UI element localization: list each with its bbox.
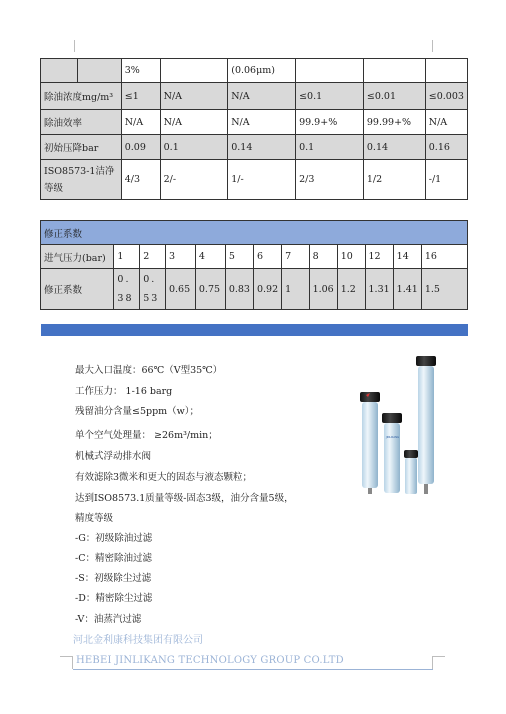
pressure-cell: 6 [253, 245, 281, 269]
correction-title: 修正系数 [41, 221, 468, 245]
company-name-en: HEBEI JINLIKANG TECHNOLOGY GROUP CO.LTD [76, 655, 344, 666]
feature-line: -D：精密除尘过滤 [75, 593, 153, 604]
factor-cell: 1 [282, 269, 309, 310]
factor-cell [114, 269, 140, 310]
pressure-cell: 16 [421, 245, 467, 269]
spec-cell: 0.14 [228, 135, 296, 160]
spec-cell: N/A [160, 83, 228, 110]
spec-cell: N/A [228, 83, 296, 110]
spec-cell: N/A [121, 110, 160, 135]
spec-row-label: 初始压降bar [41, 135, 122, 160]
spec-cell: -/1 [425, 160, 467, 200]
pressure-cell: 2 [140, 245, 166, 269]
factor-cell: 1.31 [365, 269, 393, 310]
feature-line: 工作压力： 1-16 barg [75, 386, 173, 397]
spec-cell [160, 59, 228, 83]
footer-underline [73, 669, 433, 670]
section-divider-bar [41, 324, 468, 336]
spec-cell: 1/- [228, 160, 296, 200]
spec-cell: 4/3 [121, 160, 160, 200]
spec-cell: 2/3 [296, 160, 364, 200]
spec-cell: 3% [121, 59, 160, 83]
pressure-cell: 5 [225, 245, 253, 269]
spec-row [41, 83, 468, 110]
pressure-cell: 8 [309, 245, 337, 269]
spec-cell: 2/- [160, 160, 228, 200]
spec-cell: ≤0.01 [363, 83, 425, 110]
spec-row-label: ISO8573-1洁净等级 [41, 160, 122, 200]
spec-cell: 0.1 [160, 135, 228, 160]
spec-row-label: 除油浓度mg/m³ [41, 83, 122, 110]
factor-row [41, 269, 468, 310]
spec-cell: ≤0.003 [425, 83, 467, 110]
spec-cell: ≤0.1 [296, 83, 364, 110]
spec-cell: N/A [160, 110, 228, 135]
feature-line: 有效滤除3微米和更大的固态与液态颗粒； [75, 472, 253, 483]
feature-line: -G：初级除油过滤 [75, 533, 153, 544]
spec-cell: 99.99+% [363, 110, 425, 135]
crop-mark-bottom-left [60, 656, 73, 669]
feature-line: 达到ISO8573.1质量等级-固态3级，油分含量5级， [75, 493, 294, 504]
feature-line: -S：初级除尘过滤 [75, 573, 152, 584]
spec-cell: 0.1 [296, 135, 364, 160]
spec-cell [425, 59, 467, 83]
pressure-cell: 4 [195, 245, 225, 269]
factor-cell: 0.83 [225, 269, 253, 310]
spec-cell: 0.14 [363, 135, 425, 160]
crop-mark-top-left [62, 40, 75, 52]
pressure-cell: 7 [282, 245, 309, 269]
factor-cell: 1.2 [337, 269, 365, 310]
spec-row [41, 160, 468, 200]
spec-cell: (0.06μm) [228, 59, 296, 83]
pressure-row [41, 245, 468, 269]
factor-label: 修正系数 [41, 269, 114, 310]
feature-line: 机械式浮动排水阀 [75, 451, 152, 462]
filter-small [404, 450, 418, 494]
factor-value: 0.38 [117, 274, 134, 304]
spec-row-label: 除油效率 [41, 110, 122, 135]
pressure-label: 进气压力(bar) [41, 245, 114, 269]
factor-cell: 1.5 [421, 269, 467, 310]
feature-line: 精度等级 [75, 513, 114, 524]
filter-medium-center [382, 413, 402, 493]
crop-mark-bottom-right [432, 656, 445, 669]
spec-row [41, 59, 468, 83]
spec-cell [77, 59, 121, 83]
pressure-cell: 14 [393, 245, 421, 269]
factor-value: 0.53 [143, 274, 160, 304]
spec-cell: 0.16 [425, 135, 467, 160]
spec-cell [296, 59, 364, 83]
spec-table [40, 58, 468, 200]
factor-cell [140, 269, 166, 310]
filter-medium-left [360, 392, 380, 494]
correction-header-row [41, 221, 468, 245]
company-name-cn: 河北金利康科技集团有限公司 [73, 635, 203, 646]
spec-cell [41, 59, 78, 83]
spec-cell: ≤1 [121, 83, 160, 110]
crop-mark-top-right [432, 40, 445, 52]
spec-cell: 1/2 [363, 160, 425, 200]
factor-cell: 0.65 [165, 269, 195, 310]
factor-cell: 1.06 [309, 269, 337, 310]
filter-product-image [350, 352, 450, 502]
feature-line: 残留油分含量≤5ppm（w）； [75, 406, 200, 417]
factor-cell: 0.92 [253, 269, 281, 310]
correction-table [40, 220, 468, 310]
spec-cell [363, 59, 425, 83]
feature-line: 单个空气处理量： ≥26m³/min； [75, 430, 218, 441]
feature-line: 最大入口温度：66℃（V型35℃） [75, 365, 223, 376]
pressure-cell: 10 [337, 245, 365, 269]
pressure-cell: 1 [114, 245, 140, 269]
feature-line: -V：油蒸汽过滤 [75, 614, 142, 625]
spec-cell: N/A [425, 110, 467, 135]
spec-row [41, 110, 468, 135]
filter-brand-label: JINLIKANG [386, 436, 400, 439]
feature-line: -C：精密除油过滤 [75, 553, 152, 564]
spec-cell: N/A [228, 110, 296, 135]
filter-large [416, 356, 436, 494]
pressure-cell: 12 [365, 245, 393, 269]
spec-row [41, 135, 468, 160]
pressure-cell: 3 [165, 245, 195, 269]
factor-cell: 1.41 [393, 269, 421, 310]
spec-cell: 99.9+% [296, 110, 364, 135]
spec-cell: 0.09 [121, 135, 160, 160]
factor-cell: 0.75 [195, 269, 225, 310]
